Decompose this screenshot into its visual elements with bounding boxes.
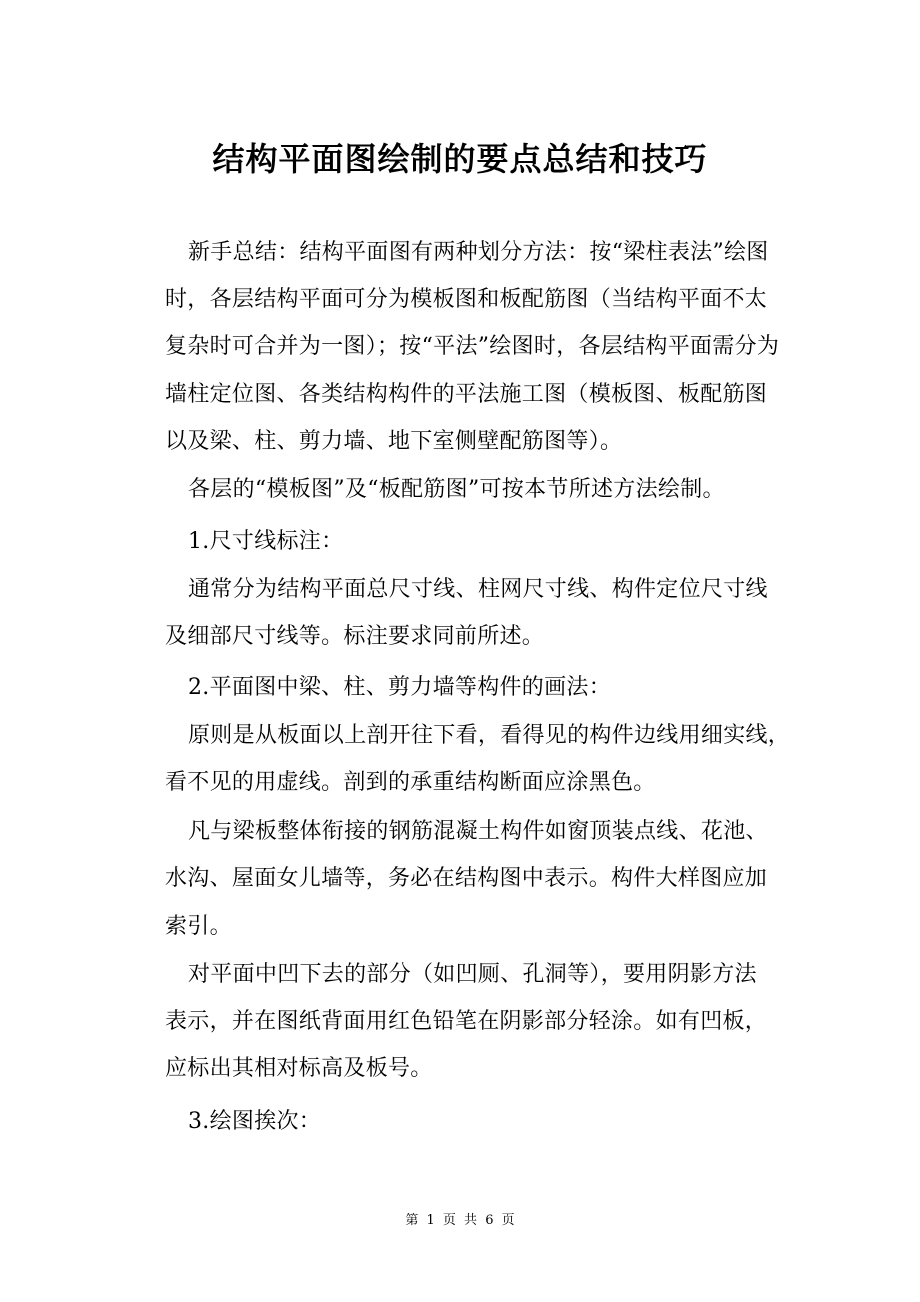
text-line: 应标出其相对标高及板号。 bbox=[165, 1056, 433, 1081]
text-line: 对平面中凹下去的部分（如凹厕、孔洞等），要用阴影方法 bbox=[188, 962, 757, 987]
text-line: 1.尺寸线标注： bbox=[188, 529, 344, 554]
text-line: 及细部尺寸线等。标注要求同前所述。 bbox=[165, 624, 545, 649]
text-line: 凡与梁板整体衔接的钢筋混凝土构件如窗顶装点线、花池、 bbox=[188, 819, 768, 844]
text-line: 原则是从板面以上剖开往下看，看得见的构件边线用细实线， bbox=[188, 723, 791, 748]
text-line: 以及梁、柱、剪力墙、地下室侧壁配筋图等）。 bbox=[165, 429, 623, 454]
text-line: 2.平面图中梁、柱、剪力墙等构件的画法： bbox=[188, 675, 611, 700]
text-line: 索引。 bbox=[165, 914, 232, 939]
document-title: 结构平面图绘制的要点总结和技巧 bbox=[212, 140, 708, 178]
page-footer: 第 1 页 共 6 页 bbox=[405, 1213, 515, 1228]
text-line: 表示，并在图纸背面用红色铅笔在阴影部分轻涂。如有凹板， bbox=[165, 1009, 768, 1034]
text-line: 新手总结：结构平面图有两种划分方法：按“梁柱表法”绘图 bbox=[188, 240, 769, 265]
text-line: 通常分为结构平面总尺寸线、柱网尺寸线、构件定位尺寸线 bbox=[188, 577, 768, 602]
text-line: 看不见的用虚线。剖到的承重结构断面应涂黑色。 bbox=[165, 770, 656, 795]
text-line: 各层的“模板图”及“板配筋图”可按本节所述方法绘制。 bbox=[188, 477, 725, 502]
text-line: 时，各层结构平面可分为模板图和板配筋图（当结构平面不太 bbox=[165, 287, 768, 312]
text-line: 复杂时可合并为一图）；按“平法”绘图时，各层结构平面需分为 bbox=[165, 334, 780, 359]
text-line: 墙柱定位图、各类结构构件的平法施工图（模板图、板配筋图 bbox=[165, 382, 768, 407]
text-line: 水沟、屋面女儿墙等，务必在结构图中表示。构件大样图应加 bbox=[165, 866, 768, 891]
text-line: 3.绘图挨次： bbox=[188, 1109, 322, 1134]
